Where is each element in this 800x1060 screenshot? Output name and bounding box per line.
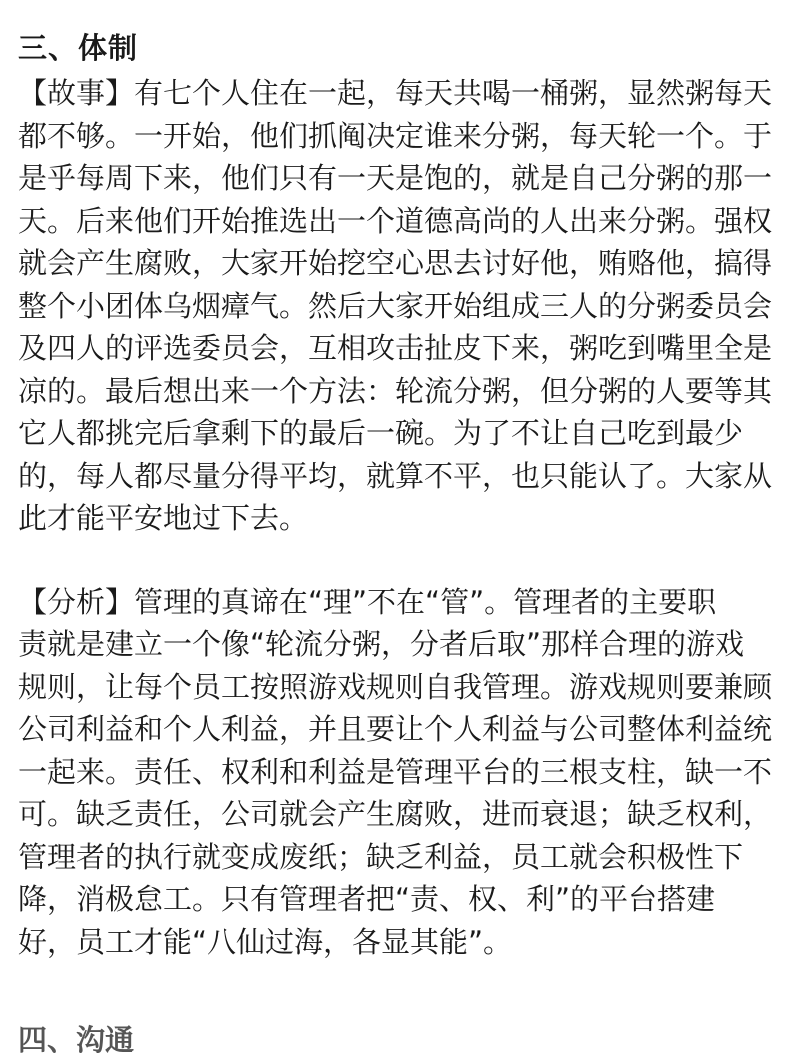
analysis-line: 好，员工才能“八仙过海，各显其能”。 — [18, 924, 513, 959]
story-line: 【故事】有七个人住在一起，每天共喝一桶粥，显然粥每天 — [18, 76, 773, 110]
story-line: 及四人的评选委员会，互相攻击扯皮下来，粥吃到嘴里全是 — [18, 331, 773, 365]
analysis-line: 【分析】管理的真谛在“理”不在“管”。管理者的主要职 — [18, 584, 717, 619]
analysis-line: 公司利益和个人利益，并且要让个人利益与公司整体利益统 — [18, 712, 773, 746]
analysis-line: 可。缺乏责任，公司就会产生腐败，进而衰退；缺乏权利， — [18, 797, 773, 831]
section-title: 三、体制 — [18, 31, 139, 65]
story-line: 的，每人都尽量分得平均，就算不平，也只能认了。大家从 — [18, 458, 773, 493]
story-line: 整个小团体乌烟瘴气。然后大家开始组成三人的分粥委员会 — [18, 288, 773, 323]
analysis-line: 规则，让每个员工按照游戏规则自我管理。游戏规则要兼顾 — [18, 669, 773, 704]
story-line: 它人都挑完后拿剩下的最后一碗。为了不让自己吃到最少 — [18, 416, 744, 450]
story-paragraph — [18, 72, 782, 540]
story-line: 是乎每周下来，他们只有一天是饱的，就是自己分粥的那一 — [18, 161, 773, 195]
paragraph-spacer — [18, 540, 782, 581]
next-section-title: 四、沟通 — [18, 1023, 135, 1057]
next-section-title-clipped — [18, 1020, 218, 1057]
story-line: 就会产生腐败，大家开始挖空心思去讨好他，贿赂他，搞得 — [18, 246, 773, 280]
analysis-paragraph — [18, 581, 782, 964]
story-line: 天。后来他们开始推选出一个道德高尚的人出来分粥。强权 — [18, 203, 773, 238]
analysis-line: 一起来。责任、权利和利益是管理平台的三根支柱，缺一不 — [18, 754, 773, 789]
story-line: 凉的。最后想出来一个方法：轮流分粥，但分粥的人要等其 — [18, 373, 773, 408]
story-line: 都不够。一开始，他们抓阄决定谁来分粥，每天轮一个。于 — [18, 118, 773, 153]
article-body — [18, 28, 782, 963]
analysis-line: 降，消极怠工。只有管理者把“责、权、利”的平台搭建 — [18, 882, 716, 916]
story-line: 此才能平安地过下去。 — [18, 501, 309, 535]
analysis-line: 管理者的执行就变成废纸；缺乏利益，员工就会积极性下 — [18, 839, 744, 874]
analysis-line: 责就是建立一个像“轮流分粥，分者后取”那样合理的游戏 — [18, 627, 745, 661]
